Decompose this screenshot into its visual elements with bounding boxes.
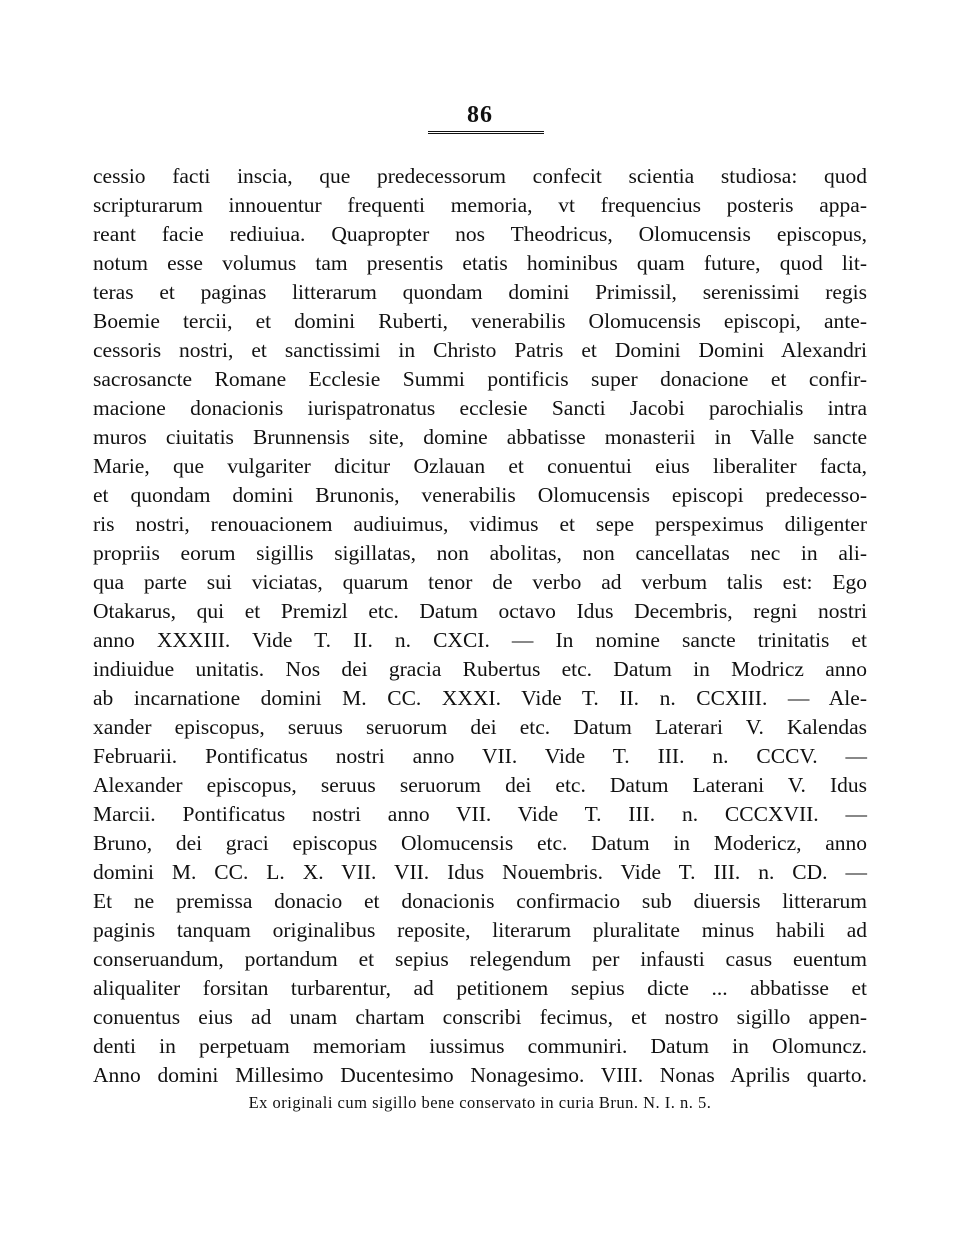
text-line: anno XXXIII. Vide T. II. n. CXCI. — In nomine sancte trinitatis et <box>93 628 867 652</box>
text-line: Boemie tercii, et domini Ruberti, venerabilis Olomucensis episcopi, ante- <box>93 309 867 333</box>
text-line: propriis eorum sigillis sigillatas, non abolitas, non cancellatas nec in ali- <box>93 541 867 565</box>
text-line: muros ciuitatis Brunnensis site, domine abbatisse monasterii in Valle sancte <box>93 425 867 449</box>
text-line: Et ne premissa donacio et donacionis confirmacio sub diuersis litterarum <box>93 889 867 913</box>
text-line: Alexander episcopus, seruus seruorum dei etc. Datum Laterani V. Idus <box>93 773 867 797</box>
page-number-rule <box>428 131 544 134</box>
text-line: aliqualiter forsitan turbarentur, ad petitionem sepius dicte ... abbatisse et <box>93 976 867 1000</box>
text-line: indiuidue unitatis. Nos dei gracia Rubertus etc. Datum in Modricz anno <box>93 657 867 681</box>
text-line: cessio facti inscia, que predecessorum confecit scientia studiosa: quod <box>93 164 867 188</box>
text-line: domini M. CC. L. X. VII. VII. Idus Nouembris. Vide T. III. n. CD. — <box>93 860 867 884</box>
text-line: qua parte sui viciatas, quarum tenor de verbo ad verbum talis est: Ego <box>93 570 867 594</box>
text-line: Marcii. Pontificatus nostri anno VII. Vide T. III. n. CCCXVII. — <box>93 802 867 826</box>
text-line: Bruno, dei graci episcopus Olomucensis etc. Datum in Modericz, anno <box>93 831 867 855</box>
text-line: Marie, que vulgariter dicitur Ozlauan et conuentui eius liberaliter facta, <box>93 454 867 478</box>
text-line: Februarii. Pontificatus nostri anno VII. Vide T. III. n. CCCV. — <box>93 744 867 768</box>
text-line: conuentus eius ad unam chartam conscribi fecimus, et nostro sigillo appen- <box>93 1005 867 1029</box>
text-line: conseruandum, portandum et sepius relegendum per infausti casus euentum <box>93 947 867 971</box>
body-text <box>93 162 867 1090</box>
text-line: ab incarnatione domini M. CC. XXXI. Vide T. II. n. CCXIII. — Ale- <box>93 686 867 710</box>
text-line: Anno domini Millesimo Ducentesimo Nonagesimo. VIII. Nonas Aprilis quarto. <box>93 1063 867 1087</box>
text-line: scripturarum innouentur frequenti memoria, vt frequencius posteris appa- <box>93 193 867 217</box>
text-line: teras et paginas litterarum quondam domini Primissil, serenissimi regis <box>93 280 867 304</box>
text-line: ris nostri, renouacionem audiuimus, vidimus et sepe perspeximus diligenter <box>93 512 867 536</box>
text-line: notum esse volumus tam presentis etatis hominibus quam future, quod lit- <box>93 251 867 275</box>
text-line: Otakarus, qui et Premizl etc. Datum octavo Idus Decembris, regni nostri <box>93 599 867 623</box>
text-line: et quondam domini Brunonis, venerabilis Olomucensis episcopi predecesso- <box>93 483 867 507</box>
text-line: cessoris nostri, et sanctissimi in Christo Patris et Domini Domini Alexandri <box>93 338 867 362</box>
source-note: Ex originali cum sigillo bene conservato in curia Brun. N. I. n. 5. <box>248 1093 712 1112</box>
text-line: paginis tanquam originalibus reposite, literarum pluralitate minus habili ad <box>93 918 867 942</box>
text-line: reant facie rediuiua. Quapropter nos Theodricus, Olomucensis episcopus, <box>93 222 867 246</box>
text-line: sacrosancte Romane Ecclesie Summi pontificis super donacione et confir- <box>93 367 867 391</box>
text-line: macione donacionis iurispatronatus ecclesie Sancti Jacobi parochialis intra <box>93 396 867 420</box>
text-line: xander episcopus, seruus seruorum dei etc. Datum Laterari V. Kalendas <box>93 715 867 739</box>
page-number: 86 <box>467 102 493 128</box>
text-line: denti in perpetuam memoriam iussimus communiri. Datum in Olomuncz. <box>93 1034 867 1058</box>
